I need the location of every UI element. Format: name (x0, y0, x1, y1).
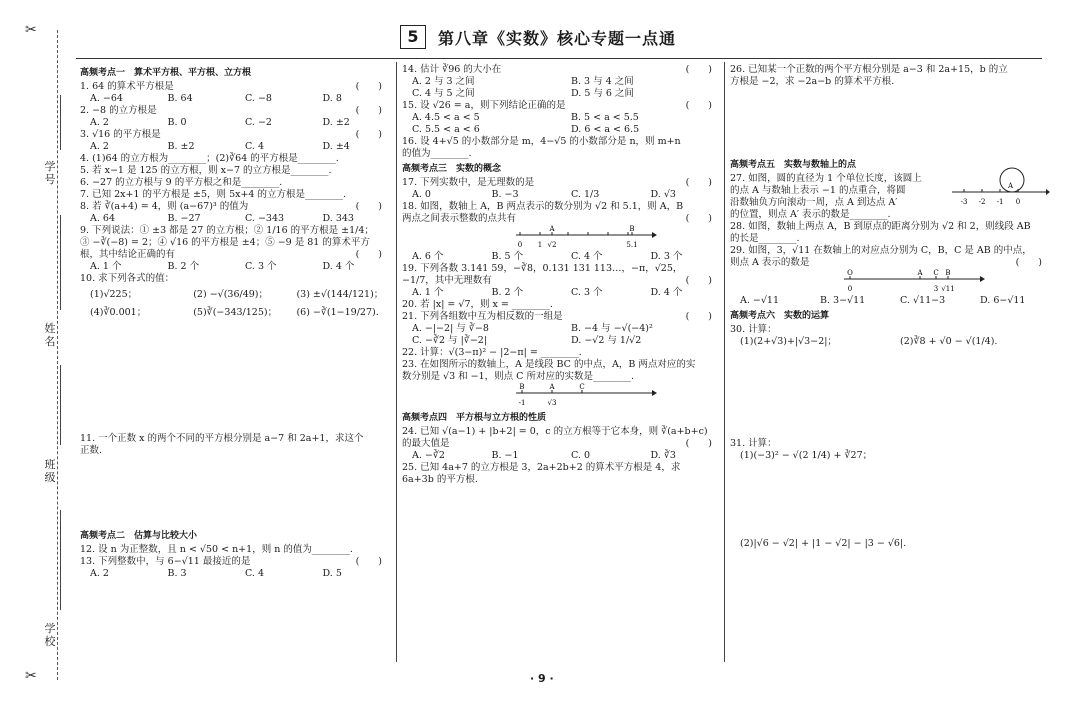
question-line (730, 450, 1050, 462)
choice-option[interactable]: D. 4 个 (322, 261, 355, 272)
question-text: 13. 下列整数中，与 6−√11 最接近的是 (80, 556, 251, 567)
choice-option[interactable]: (1)(2+√3)+|√3−2|； (740, 336, 837, 347)
question-text: 的位置，则点 A′ 表示的数是________. (730, 209, 891, 220)
answer-parentheses[interactable]: ( ) (685, 275, 712, 286)
question-line (402, 347, 720, 359)
axis-label: 1 (537, 241, 543, 249)
axis-label: 0 (517, 241, 523, 249)
choice-option[interactable]: C. 4 与 5 之间 (412, 88, 475, 99)
axis-label: 3 (933, 285, 939, 293)
question-line (730, 245, 1050, 257)
axis-label: √11 (941, 285, 955, 293)
question-text: ③ −∛(−8) = 2；④ √16 的平方根是 ±4；⑤ −9 是 81 的算术平方 (80, 237, 370, 248)
question-text: 29. 如图，3，√11 在数轴上的对应点分别为 C，B，C 是 AB 的中点， (730, 245, 1032, 256)
question-line (80, 433, 390, 445)
answer-parentheses[interactable]: ( ) (685, 177, 712, 188)
choice-option[interactable]: C. 3 个 (245, 261, 277, 272)
choice-option[interactable]: B. 3 (167, 568, 187, 579)
question-text: 6a+3b 的平方根. (402, 474, 478, 485)
choice-option[interactable]: B. ±2 (167, 141, 195, 152)
answer-space[interactable] (80, 325, 390, 433)
question-line (730, 64, 1050, 76)
choice-option[interactable]: B. 5 < a < 5.5 (571, 112, 639, 123)
choice-option[interactable]: C. −∛2 与 |∛−2| (412, 335, 488, 346)
answer-parentheses[interactable]: ( ) (685, 64, 712, 75)
class-label: 班级 (44, 458, 56, 484)
axis-label: 0 (847, 285, 853, 293)
question-line (80, 105, 390, 117)
choice-option[interactable]: C. −343 (245, 213, 285, 224)
choice-option[interactable]: A. 4.5 < a < 5 (412, 112, 480, 123)
point-label: A (1008, 182, 1014, 190)
choice-option[interactable]: (5)∛(−343/125)； (193, 307, 278, 318)
choice-option[interactable]: (2)∛8 + √0 − √(1/4). (900, 336, 998, 347)
student-id-label: 学号 (44, 160, 56, 186)
school-label: 学校 (44, 622, 56, 648)
column-left (80, 64, 390, 580)
choice-option[interactable]: D. 5 与 6 之间 (571, 88, 634, 99)
choice-option[interactable]: A. −64 (90, 93, 123, 104)
choice-option[interactable]: D. 8 (322, 93, 342, 104)
question-text: 方根是 −2，求 −2a−b 的算术平方根. (730, 76, 895, 87)
choice-option[interactable]: D. 4 个 (650, 287, 683, 298)
choice-option[interactable]: D. 3 个 (650, 251, 683, 262)
question-text: 8. 若 ∛(a+4) = 4，则 (a−67)³ 的值为 (80, 201, 249, 212)
question-line (402, 371, 720, 383)
figure-27-number-line (950, 164, 1050, 210)
answer-parentheses[interactable]: ( ) (1015, 257, 1042, 268)
question-line (80, 225, 390, 237)
fig18-number-line (512, 225, 662, 251)
page-number: · 9 · (530, 672, 554, 685)
choice-option[interactable]: A. 1 个 (412, 287, 444, 298)
answer-parentheses[interactable]: ( ) (355, 129, 382, 140)
question-line (80, 249, 390, 261)
choice-option[interactable]: C. 4 个 (571, 251, 603, 262)
choice-row (730, 295, 1050, 307)
answer-parentheses[interactable]: ( ) (355, 201, 382, 212)
question-line (402, 299, 720, 311)
answer-space[interactable] (730, 462, 1050, 538)
choice-option[interactable]: B. −4 与 −√(−4)² (571, 323, 653, 334)
choice-option[interactable]: A. 2 (90, 117, 109, 128)
axis-label: 0 (1015, 198, 1021, 206)
question-line (402, 136, 720, 148)
answer-space[interactable] (730, 88, 1050, 156)
question-line (80, 544, 390, 556)
choice-option[interactable]: A. −√11 (740, 295, 780, 306)
question-text: 的长是________. (730, 233, 800, 244)
choice-row (730, 336, 1050, 348)
answer-space[interactable] (730, 348, 1050, 438)
header-rule (76, 58, 1042, 59)
axis-label: -1 (518, 399, 526, 407)
column-right (730, 64, 1050, 550)
choice-option[interactable]: D. −√2 与 1/√2 (571, 335, 642, 346)
question-text: 数分别是 √3 和 −1，则点 C 所对应的实数是________. (402, 371, 634, 382)
question-text: 27. 如图，圆的直径为 1 个单位长度，该圆上 (730, 173, 922, 184)
choice-option[interactable]: A. 1 个 (90, 261, 122, 272)
question-line (730, 324, 1050, 336)
axis-label: C (933, 269, 939, 277)
choice-option[interactable]: C. 3 个 (571, 287, 603, 298)
class-line (60, 365, 61, 445)
choice-option[interactable]: A. 2 与 3 之间 (412, 76, 475, 87)
question-text: 11. 一个正数 x 的两个不同的平方根分别是 a−7 和 2a+1，求这个 (80, 433, 364, 444)
question-text: (1)(−3)² − √(2 1/4) + ∛27； (740, 450, 873, 461)
axis-label: A (549, 225, 555, 233)
choice-option[interactable]: C. 4 (245, 141, 265, 152)
choice-option[interactable]: D. √3 (650, 189, 676, 200)
choice-row (402, 124, 720, 136)
question-line (730, 76, 1050, 88)
question-line (402, 263, 720, 275)
question-line (402, 201, 720, 213)
question-text: 21. 下列各组数中互为相反数的一组是 (402, 311, 563, 322)
choice-option[interactable]: D. 6−√11 (980, 295, 1026, 306)
answer-parentheses[interactable]: ( ) (685, 100, 712, 111)
axis-label: C (579, 383, 585, 391)
answer-parentheses[interactable]: ( ) (355, 81, 382, 92)
question-text: 两点之间表示整数的点共有 (402, 213, 517, 224)
question-line (402, 275, 720, 287)
section-heading: 高频考点三 实数的概念 (402, 164, 502, 174)
question-text: (2)|√6 − √2| + |1 − √2| − |3 − √6|. (740, 538, 907, 549)
choice-option[interactable]: (3) ±√(144/121)； (296, 289, 384, 300)
choice-row (80, 289, 390, 301)
choice-option[interactable]: A. −|−2| 与 ∛−8 (412, 323, 489, 334)
choice-option[interactable]: D. 6 < a < 6.5 (571, 124, 640, 135)
question-line (402, 359, 720, 371)
chapter-number: 5 (400, 25, 426, 49)
question-line (80, 129, 390, 141)
choice-row (402, 189, 720, 201)
question-text: 18. 如图，数轴上 A，B 两点表示的数分别为 √2 和 5.1，则 A，B (402, 201, 684, 212)
axis-label: 5.1 (626, 241, 638, 249)
choice-option[interactable]: (4)∛0.001； (90, 307, 147, 318)
choice-option[interactable]: D. 343 (322, 213, 354, 224)
question-text: 6. −27 的立方根与 9 的平方根之和是________. (80, 177, 283, 188)
choice-option[interactable]: A. −∛2 (412, 450, 445, 461)
question-text: 根，其中结论正确的有 (80, 249, 176, 260)
question-text: 22. 计算：√(3−π)² − |2−π| = ________. (402, 347, 582, 358)
question-text: 14. 估计 ∛96 的大小在 (402, 64, 502, 75)
choice-option[interactable]: C. 0 (571, 450, 591, 461)
choice-row (80, 261, 390, 273)
question-text: 则点 A 表示的数是 (730, 257, 810, 268)
axis-label: -1 (996, 198, 1004, 206)
question-line (80, 81, 390, 93)
question-line (402, 213, 720, 225)
choice-row (80, 307, 390, 319)
choice-option[interactable]: (6) −∛(1−19/27). (296, 307, 379, 318)
fig23-number-line (512, 383, 662, 409)
question-line (80, 273, 390, 285)
question-text: 16. 设 4+√5 的小数部分是 m，4−√5 的小数部分是 n，则 m+n (402, 136, 681, 147)
choice-row (80, 213, 390, 225)
axis-label: √2 (547, 241, 557, 249)
question-text: 10. 求下列各式的值： (80, 273, 175, 284)
question-line (730, 209, 1050, 221)
question-text: 4. (1)64 的立方根为________；(2)∛64 的平方根是________. (80, 153, 339, 164)
question-line (402, 100, 720, 112)
question-line (730, 221, 1050, 233)
question-line (80, 201, 390, 213)
question-text: 19. 下列各数 3.141 59，−∛8，0.131 131 113…，−π，√25， (402, 263, 683, 274)
question-text: 的值为________. (402, 148, 472, 159)
cut-line (57, 30, 58, 680)
axis-label: B (629, 225, 635, 233)
question-text: 28. 如图，数轴上两点 A，B 到原点的距离分别为 √2 和 2，则线段 AB (730, 221, 1031, 232)
choice-option[interactable]: A. 0 (412, 189, 431, 200)
question-text: 23. 在如图所示的数轴上，A 是线段 BC 的中点，A，B 两点对应的实 (402, 359, 696, 370)
choice-option[interactable]: D. ∛3 (650, 450, 676, 461)
binding-strip (0, 0, 78, 709)
choice-option[interactable]: B. −1 (491, 450, 519, 461)
choice-row (402, 76, 720, 88)
choice-option[interactable]: C. −2 (245, 117, 272, 128)
choice-row (402, 287, 720, 299)
question-line (80, 189, 390, 201)
choice-row (80, 117, 390, 129)
answer-parentheses[interactable]: ( ) (355, 556, 382, 567)
column-divider (396, 62, 397, 662)
axis-label: B (519, 383, 525, 391)
question-text: 7. 已知 2x+1 的平方根是 ±5，则 5x+4 的立方根是________. (80, 189, 347, 200)
choice-option[interactable]: D. ±4 (322, 141, 350, 152)
choice-option[interactable]: D. 5 (322, 568, 342, 579)
choice-option[interactable]: A. 64 (90, 213, 115, 224)
question-text: 30. 计算： (730, 324, 777, 335)
section-heading: 高频考点四 平方根与立方根的性质 (402, 413, 547, 423)
choice-row (402, 112, 720, 124)
question-text: 9. 下列说法：① ±3 都是 27 的立方根；② 1/16 的平方根是 ±1/4； (80, 225, 374, 236)
question-text: 12. 设 n 为正整数，且 n < √50 < n+1，则 n 的值为________. (80, 544, 353, 555)
choice-option[interactable]: B. −27 (167, 213, 201, 224)
choice-option[interactable]: D. ±2 (322, 117, 350, 128)
choice-option[interactable]: C. √11−3 (900, 295, 946, 306)
choice-option[interactable]: B. −3 (491, 189, 519, 200)
question-line (80, 177, 390, 189)
choice-option[interactable]: B. 3 与 4 之间 (571, 76, 634, 87)
question-text: 正数. (80, 445, 103, 456)
question-line (80, 445, 390, 457)
question-text: 24. 已知 √(a−1) + |b+2| = 0，c 的立方根等于它本身，则 ∛(a+b+c) (402, 426, 708, 437)
axis-label: A (917, 269, 923, 277)
axis-label: √3 (547, 399, 557, 407)
answer-space[interactable] (80, 457, 390, 527)
question-text: 20. 若 |x| = √7，则 x = ________. (402, 299, 553, 310)
question-text: 沿数轴负方向滚动一周，点 A 到达点 A′ (730, 197, 898, 208)
answer-parentheses[interactable]: ( ) (685, 213, 712, 224)
question-line (402, 148, 720, 160)
choice-option[interactable]: A. 6 个 (412, 251, 444, 262)
question-line (730, 257, 1050, 269)
axis-label: -3 (960, 198, 968, 206)
section-heading: 高频考点六 实数的运算 (730, 311, 830, 321)
column-divider (724, 62, 725, 662)
choice-option[interactable]: C. 4 (245, 568, 265, 579)
question-line (80, 556, 390, 568)
choice-option[interactable]: A. 2 (90, 568, 109, 579)
scissors-icon: ✂ (25, 22, 37, 38)
answer-parentheses[interactable]: ( ) (355, 105, 382, 116)
question-text: −1/7，其中无理数有 (402, 275, 492, 286)
question-line (402, 311, 720, 323)
question-text: 31. 计算： (730, 438, 777, 449)
section-heading: 高频考点五 实数与数轴上的点 (730, 160, 857, 170)
question-text: 2. −8 的立方根是 (80, 105, 157, 116)
axis-label: -2 (978, 198, 986, 206)
choice-row (80, 93, 390, 105)
question-line (80, 165, 390, 177)
question-text: 的最大值是 (402, 438, 450, 449)
question-text: 3. √16 的平方根是 (80, 129, 161, 140)
choice-option[interactable]: B. 2 个 (167, 261, 200, 272)
choice-option[interactable]: C. 1/3 (571, 189, 600, 200)
column-middle (402, 64, 720, 486)
choice-row (80, 568, 390, 580)
question-text: 5. 若 x−1 是 125 的立方根，则 x−7 的立方根是________. (80, 165, 332, 176)
question-text: 26. 已知某一个正数的两个平方根分别是 a−3 和 2a+15，b 的立 (730, 64, 1008, 75)
choice-row (402, 450, 720, 462)
choice-option[interactable]: B. 5 个 (491, 251, 524, 262)
question-text: 的点 A 与数轴上表示 −1 的点重合，将圆 (730, 185, 906, 196)
question-line (80, 237, 390, 249)
section-heading: 高频考点二 估算与比较大小 (80, 531, 198, 541)
question-line (80, 153, 390, 165)
question-line (402, 438, 720, 450)
question-text: 1. 64 的算术平方根是 (80, 81, 174, 92)
choice-row (402, 323, 720, 335)
question-line (402, 64, 720, 76)
axis-label: B (945, 269, 951, 277)
axis-label: A (549, 383, 555, 391)
choice-option[interactable]: C. 5.5 < a < 6 (412, 124, 480, 135)
answer-parentheses[interactable]: ( ) (685, 311, 712, 322)
choice-option[interactable]: B. 2 个 (491, 287, 524, 298)
question-line (402, 426, 720, 438)
question-line (402, 177, 720, 189)
answer-parentheses[interactable]: ( ) (355, 249, 382, 260)
choice-option[interactable]: A. 2 (90, 141, 109, 152)
answer-parentheses[interactable]: ( ) (685, 438, 712, 449)
fig29-number-line (840, 269, 990, 295)
choice-row (80, 141, 390, 153)
choice-row (402, 251, 720, 263)
question-line (402, 462, 720, 474)
name-line (60, 215, 61, 310)
section-heading: 高频考点一 算术平方根、平方根、立方根 (80, 68, 252, 78)
choice-option[interactable]: B. 0 (167, 117, 187, 128)
question-text: 17. 下列实数中，是无理数的是 (402, 177, 535, 188)
page-title: 第八章《实数》核心专题一点通 (438, 28, 677, 48)
school-line (60, 510, 61, 610)
question-line (730, 233, 1050, 245)
choice-option[interactable]: (2) −√(36/49)； (193, 289, 268, 300)
chapter-header (400, 25, 676, 49)
student-id-line (60, 95, 61, 150)
choice-row (402, 88, 720, 100)
choice-option[interactable]: B. 3−√11 (820, 295, 866, 306)
question-text: 25. 已知 4a+7 的立方根是 3，2a+2b+2 的算术平方根是 4，求 (402, 462, 681, 473)
question-line (402, 474, 720, 486)
choice-option[interactable]: B. 64 (167, 93, 193, 104)
choice-option[interactable]: (1)√225； (90, 289, 138, 300)
choice-row (402, 335, 720, 347)
choice-option[interactable]: C. −8 (245, 93, 272, 104)
name-label: 姓名 (44, 322, 56, 348)
axis-label: O (847, 269, 853, 277)
scissors-icon: ✂ (25, 668, 37, 684)
question-text: 15. 设 √26 = a，则下列结论正确的是 (402, 100, 566, 111)
question-line (730, 438, 1050, 450)
question-line (730, 538, 1050, 550)
